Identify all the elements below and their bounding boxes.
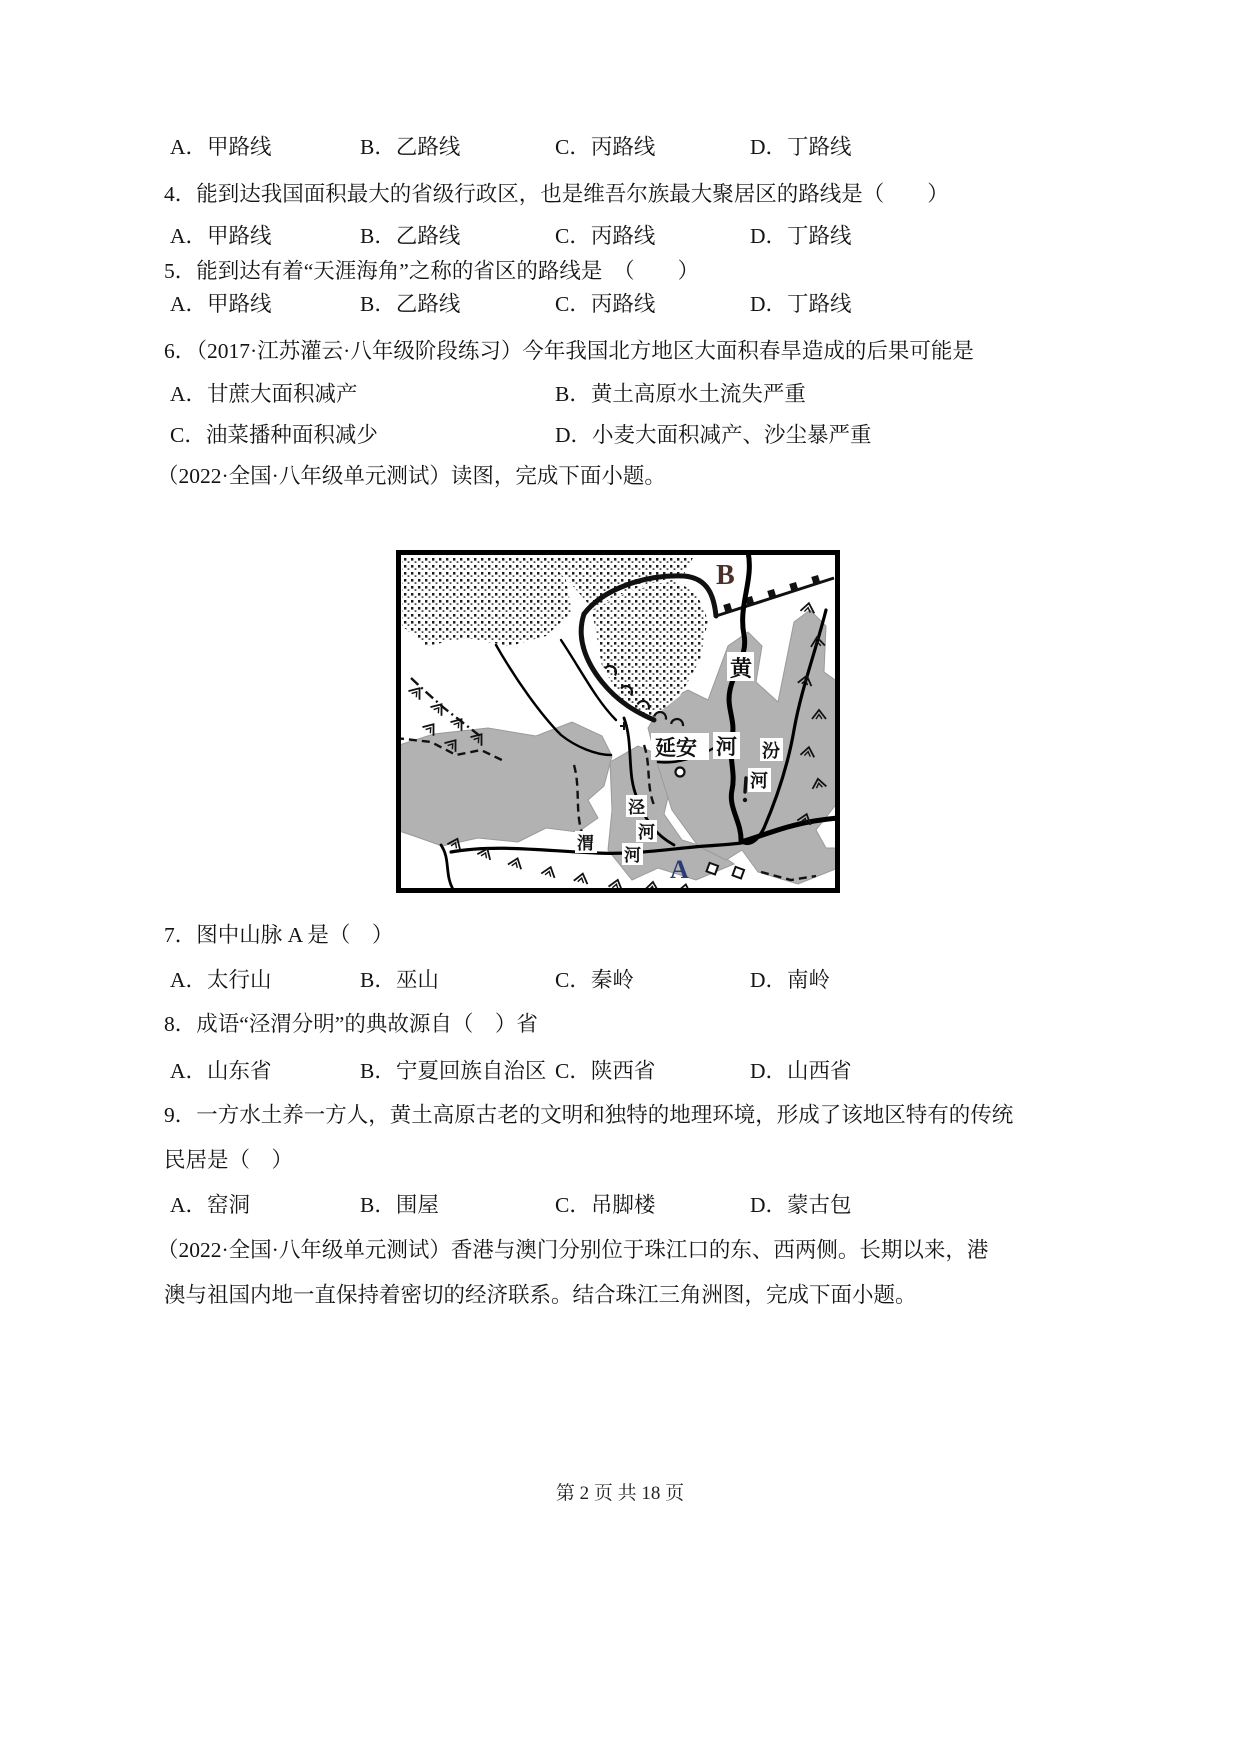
option-b: B．乙路线 bbox=[360, 292, 461, 316]
city-marker-icon bbox=[676, 768, 685, 777]
question-4: 4．能到达我国面积最大的省级行政区，也是维吾尔族最大聚居区的路线是（ ） bbox=[164, 182, 949, 206]
stem-hongkong-line2: 澳与祖国内地一直保持着密切的经济联系。结合珠江三角洲图，完成下面小题。 bbox=[164, 1283, 917, 1307]
options-row-q3 bbox=[170, 133, 852, 161]
options-row-q6-cd bbox=[170, 421, 872, 449]
option-a: A．甲路线 bbox=[170, 224, 272, 248]
desert-stipple-west bbox=[402, 556, 572, 646]
he-char: 河 bbox=[716, 735, 737, 759]
option-b: B．宁夏回族自治区 bbox=[360, 1059, 547, 1083]
map-label-a: A bbox=[670, 855, 689, 884]
option-b: B．乙路线 bbox=[360, 135, 461, 159]
option-a: A．甘蔗大面积减产 bbox=[170, 382, 358, 406]
option-a: A．太行山 bbox=[170, 968, 272, 992]
option-d: D．南岭 bbox=[750, 968, 831, 992]
he-char: 河 bbox=[750, 771, 768, 791]
option-c: C．秦岭 bbox=[555, 968, 634, 992]
option-d: D．丁路线 bbox=[750, 292, 852, 316]
option-b: B．乙路线 bbox=[360, 224, 461, 248]
option-b: B．黄土高原水土流失严重 bbox=[555, 382, 806, 406]
jing-char: 泾 bbox=[628, 798, 645, 817]
options-row-q6-ab bbox=[170, 380, 806, 408]
rock-icon bbox=[733, 867, 745, 879]
waterfall-dot bbox=[743, 798, 747, 802]
wei-char: 渭 bbox=[577, 834, 594, 853]
he-char: 河 bbox=[638, 823, 655, 842]
option-c: C．陕西省 bbox=[555, 1059, 656, 1083]
option-a: A．甲路线 bbox=[170, 292, 272, 316]
huang-char: 黄 bbox=[730, 656, 753, 681]
option-c: C．丙路线 bbox=[555, 292, 656, 316]
fen-char: 汾 bbox=[762, 741, 780, 761]
options-row-q7 bbox=[170, 966, 830, 994]
waterfall-mark bbox=[745, 778, 746, 792]
option-d: D．蒙古包 bbox=[750, 1193, 852, 1217]
options-row-q4 bbox=[170, 222, 852, 250]
stem-hongkong-line1: （2022·全国·八年级单元测试）香港与澳门分别位于珠江口的东、西两侧。长期以来，港 bbox=[157, 1238, 989, 1262]
yanan-text: 延安 bbox=[655, 736, 697, 760]
question-7: 7．图中山脉 A 是（ ） bbox=[164, 923, 394, 947]
option-a: A．山东省 bbox=[170, 1059, 272, 1083]
option-c: C．油菜播种面积减少 bbox=[170, 423, 378, 447]
options-row-q8 bbox=[170, 1057, 852, 1085]
options-row-q9 bbox=[170, 1191, 852, 1219]
option-c: C．丙路线 bbox=[555, 135, 656, 159]
question-9-line1: 9．一方水土养一方人，黄土高原古老的文明和独特的地理环境，形成了该地区特有的传统 bbox=[164, 1103, 1014, 1127]
option-d: D．丁路线 bbox=[750, 224, 852, 248]
page-footer: 第 2 页 共 18 页 bbox=[555, 1483, 685, 1504]
loess-plateau-map bbox=[396, 550, 840, 893]
stem-read-map: （2022·全国·八年级单元测试）读图，完成下面小题。 bbox=[157, 464, 666, 488]
option-c: C．丙路线 bbox=[555, 224, 656, 248]
options-row-q5 bbox=[170, 290, 852, 318]
question-5: 5．能到达有着“天涯海角”之称的省区的路线是 （ ） bbox=[164, 259, 700, 283]
map-label-b: B bbox=[716, 560, 735, 591]
question-6: 6．（2017·江苏灌云·八年级阶段练习）今年我国北方地区大面积春旱造成的后果可能是 bbox=[164, 339, 974, 363]
he-char: 河 bbox=[624, 846, 641, 865]
option-b: B．围屋 bbox=[360, 1193, 439, 1217]
option-c: C．吊脚楼 bbox=[555, 1193, 656, 1217]
loess-plateau-map-figure bbox=[396, 550, 840, 893]
option-a: A．甲路线 bbox=[170, 135, 272, 159]
option-b: B．巫山 bbox=[360, 968, 439, 992]
option-d: D．山西省 bbox=[750, 1059, 852, 1083]
question-8: 8．成语“泾渭分明”的典故源自（ ）省 bbox=[164, 1012, 538, 1036]
question-9-line2: 民居是（ ） bbox=[164, 1148, 294, 1172]
rock-icon bbox=[707, 863, 719, 875]
option-a: A．窑洞 bbox=[170, 1193, 251, 1217]
option-d: D．丁路线 bbox=[750, 135, 852, 159]
option-d: D．小麦大面积减产、沙尘暴严重 bbox=[555, 423, 872, 447]
